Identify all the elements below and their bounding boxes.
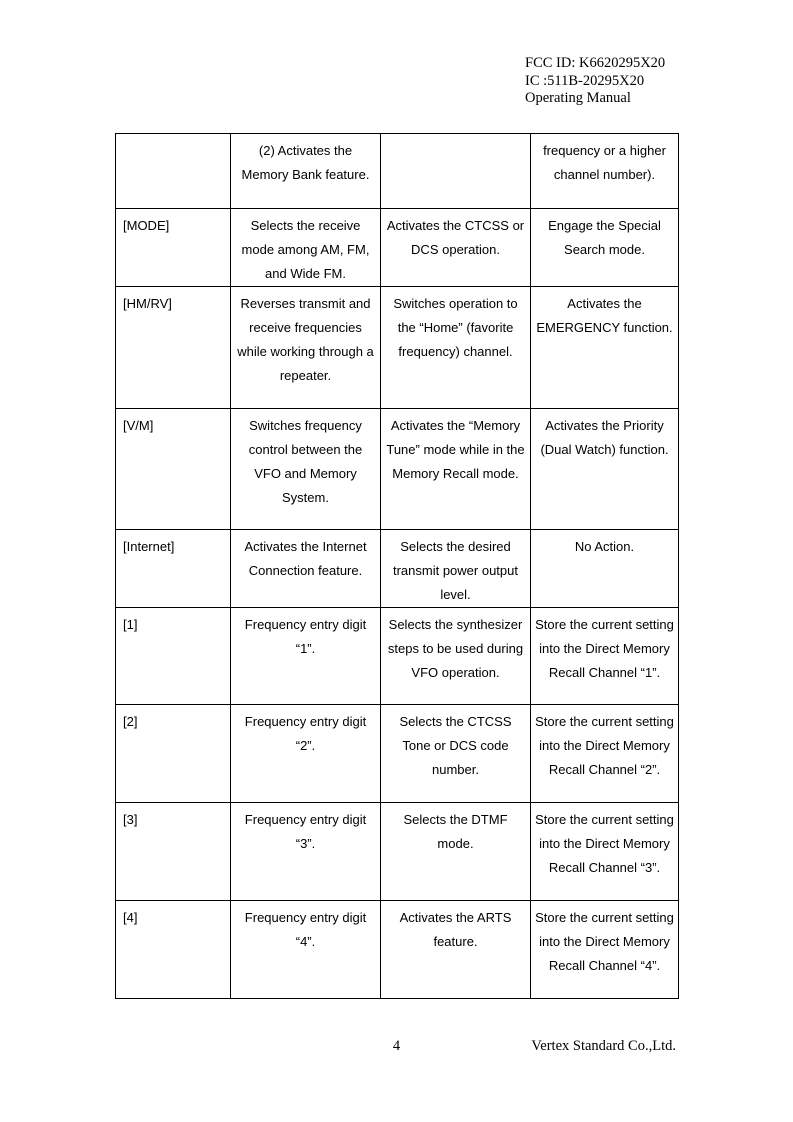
table-row bbox=[116, 608, 679, 705]
key-cell: [V/M] bbox=[116, 409, 231, 530]
key-functions-table bbox=[115, 133, 679, 999]
desc-cell: No Action. bbox=[531, 530, 679, 608]
desc-cell: Switches operation to the “Home” (favorite frequency) channel. bbox=[381, 287, 531, 409]
desc-cell: (2) Activates the Memory Bank feature. bbox=[231, 134, 381, 209]
manual-title-line: Operating Manual bbox=[525, 90, 631, 106]
desc-cell: Frequency entry digit “2”. bbox=[231, 705, 381, 803]
desc-cell: Activates the Internet Connection feature. bbox=[231, 530, 381, 608]
table-row bbox=[116, 803, 679, 901]
desc-cell: Engage the Special Search mode. bbox=[531, 209, 679, 287]
desc-cell bbox=[381, 134, 531, 209]
company-name: Vertex Standard Co.,Ltd. bbox=[531, 1038, 676, 1054]
key-cell: [HM/RV] bbox=[116, 287, 231, 409]
key-cell: [3] bbox=[116, 803, 231, 901]
fcc-id-line: FCC ID: K6620295X20 bbox=[525, 55, 666, 71]
desc-cell: Store the current setting into the Direct Memory Recall Channel “1”. bbox=[531, 608, 679, 705]
desc-cell: Store the current setting into the Direct Memory Recall Channel “3”. bbox=[531, 803, 679, 901]
desc-cell: Frequency entry digit “1”. bbox=[231, 608, 381, 705]
table-row bbox=[116, 705, 679, 803]
table-row bbox=[116, 530, 679, 608]
desc-cell: Selects the receive mode among AM, FM, and Wide FM. bbox=[231, 209, 381, 287]
desc-cell: Activates the CTCSS or DCS operation. bbox=[381, 209, 531, 287]
key-cell: [MODE] bbox=[116, 209, 231, 287]
desc-cell: Store the current setting into the Direct Memory Recall Channel “2”. bbox=[531, 705, 679, 803]
desc-cell: Switches frequency control between the VFO and Memory System. bbox=[231, 409, 381, 530]
document-footer bbox=[0, 1038, 793, 1058]
table-row bbox=[116, 409, 679, 530]
desc-cell: Store the current setting into the Direct Memory Recall Channel “4”. bbox=[531, 901, 679, 999]
desc-cell: Frequency entry digit “4”. bbox=[231, 901, 381, 999]
key-cell: [2] bbox=[116, 705, 231, 803]
desc-cell: Activates the ARTS feature. bbox=[381, 901, 531, 999]
desc-cell: Activates the Priority (Dual Watch) function. bbox=[531, 409, 679, 530]
table-row bbox=[116, 901, 679, 999]
desc-cell: Reverses transmit and receive frequencies while working through a repeater. bbox=[231, 287, 381, 409]
table-row bbox=[116, 287, 679, 409]
key-cell: [1] bbox=[116, 608, 231, 705]
ic-id-line: IC :511B-20295X20 bbox=[525, 72, 645, 89]
desc-cell: Activates the “Memory Tune” mode while in the Memory Recall mode. bbox=[381, 409, 531, 530]
desc-cell: Selects the DTMF mode. bbox=[381, 803, 531, 901]
key-cell bbox=[116, 134, 231, 209]
desc-cell: Frequency entry digit “3”. bbox=[231, 803, 381, 901]
desc-cell: Selects the synthesizer steps to be used during VFO operation. bbox=[381, 608, 531, 705]
key-cell: [4] bbox=[116, 901, 231, 999]
desc-cell: frequency or a higher channel number). bbox=[531, 134, 679, 209]
desc-cell: Activates the EMERGENCY function. bbox=[531, 287, 679, 409]
desc-cell: Selects the desired transmit power output level. bbox=[381, 530, 531, 608]
desc-cell: Selects the CTCSS Tone or DCS code number. bbox=[381, 705, 531, 803]
document-header bbox=[525, 55, 665, 108]
page-number: 4 bbox=[392, 1038, 401, 1054]
key-cell: [Internet] bbox=[116, 530, 231, 608]
table-row bbox=[116, 134, 679, 209]
table-row bbox=[116, 209, 679, 287]
